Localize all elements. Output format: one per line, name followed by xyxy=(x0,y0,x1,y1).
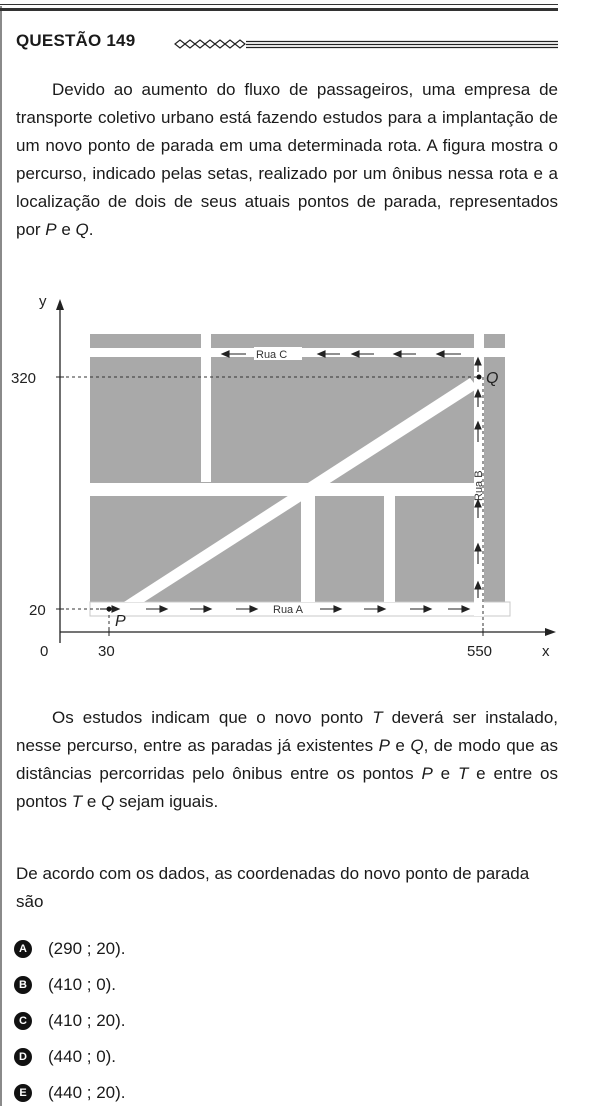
option-e-text: (440 ; 20). xyxy=(48,1083,126,1102)
option-d[interactable] xyxy=(14,1039,554,1075)
option-e[interactable] xyxy=(14,1075,554,1111)
prompt-paragraph: De acordo com os dados, as coordenadas do novo ponto de parada são xyxy=(16,864,530,911)
option-c-badge: C xyxy=(14,1012,32,1030)
y-tick-320: 320 xyxy=(11,370,37,387)
point-q-label: Q xyxy=(486,370,499,387)
street-a-label: Rua A xyxy=(273,604,303,616)
option-b-badge: B xyxy=(14,976,32,994)
question-title: QUESTÃO 149 xyxy=(16,31,136,50)
top-rule-thin xyxy=(0,4,558,5)
option-a-text: (290 ; 20). xyxy=(48,939,126,958)
route-figure xyxy=(0,286,600,676)
y-tick-20: 20 xyxy=(29,602,46,619)
option-b[interactable] xyxy=(14,967,554,1003)
street-b-label: Rua B xyxy=(473,470,485,501)
y-axis-label: y xyxy=(39,293,47,310)
study-paragraph: Os estudos indicam que o novo ponto T deverá ser instalado, nesse percurso, entre as paradas já existentes P e Q, de modo que as distâncias percorridas pelo ônibus entre os pontos P e T e entre os pontos T e Q sejam iguais. xyxy=(16,708,559,811)
x-tick-30: 30 xyxy=(98,643,115,660)
city-blocks xyxy=(90,334,510,616)
option-c-text: (410 ; 20). xyxy=(48,1011,126,1030)
title-decoration xyxy=(174,32,558,52)
x-axis-label: x xyxy=(542,643,550,660)
point-q-marker xyxy=(477,375,482,380)
option-a-badge: A xyxy=(14,940,32,958)
option-a[interactable] xyxy=(14,931,554,967)
option-d-text: (440 ; 0). xyxy=(48,1047,117,1066)
x-tick-550: 550 xyxy=(467,643,493,660)
answer-options xyxy=(14,931,554,1111)
option-b-text: (410 ; 0). xyxy=(48,975,117,994)
origin-label: 0 xyxy=(40,643,49,660)
street-c-label: Rua C xyxy=(256,349,288,361)
top-rule-thick xyxy=(0,8,558,11)
question-header xyxy=(16,30,558,54)
option-c[interactable] xyxy=(14,1003,554,1039)
option-d-badge: D xyxy=(14,1048,32,1066)
option-e-badge: E xyxy=(14,1084,32,1102)
statement-paragraph: Devido ao aumento do fluxo de passageiros, uma empresa de transporte coletivo urbano está fazendo estudos para a implantação de um novo ponto de parada em uma determinada rota. A figura mostra o percurso, indicado pelas setas, realizado por um ônibus nessa rota e a localização de dois de seus atuais pontos de parada, representados por P e Q. xyxy=(16,80,558,239)
point-p-marker xyxy=(107,607,112,612)
point-p-label: P xyxy=(115,613,126,630)
